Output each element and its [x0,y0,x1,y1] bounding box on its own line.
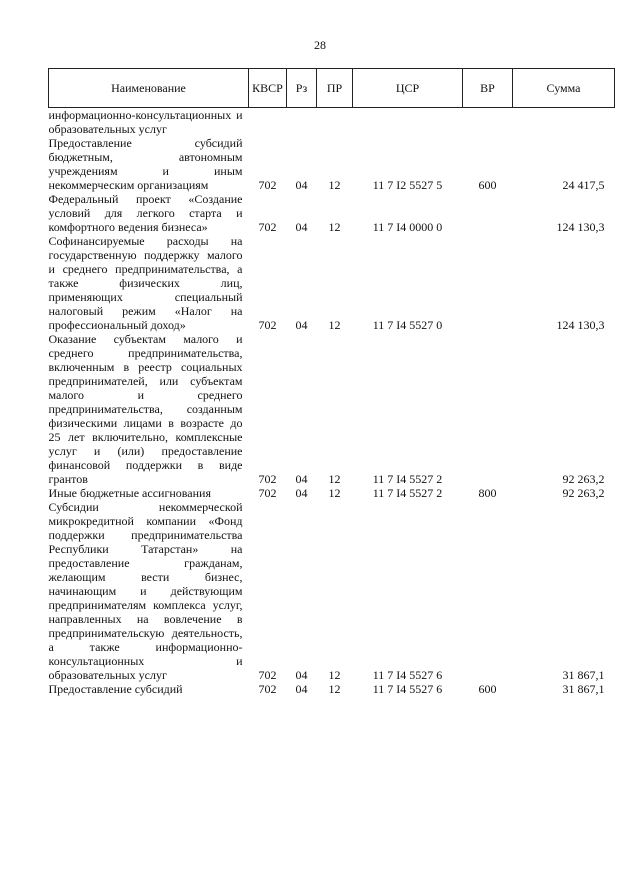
row-sum: 92 263,2 [562,472,605,486]
header-sum: Сумма [513,69,615,108]
row-rz: 04 [295,682,308,696]
row-name: Оказание субъектам малого и среднего предпринимательства, включенным в реестр социальных предпринимателей, или субъектам малого и среднего предпринимательства, созданным физическими лицами в возрасте до 25 лет включительно, комплексные услуг и (или) предоставление финансовой поддержки в виде грантов [48,332,243,486]
row-csr [353,108,463,137]
table-row [49,108,615,137]
row-kvsr: 702 [258,318,277,332]
row-sum [513,108,615,137]
header-rz: Рз [287,69,317,108]
row-csr: 11 7 I4 5527 6 [372,668,443,682]
row-rz: 04 [295,668,308,682]
table-row [49,332,615,486]
row-pr: 12 [328,668,341,682]
row-name: Предоставление субсидий [48,682,183,696]
header-name: Наименование [49,69,249,108]
row-kvsr [249,108,287,137]
row-pr: 12 [328,472,341,486]
row-csr: 11 7 I4 5527 0 [372,318,443,332]
row-rz: 04 [295,472,308,486]
row-kvsr: 702 [258,486,277,500]
row-name: Федеральный проект «Создание условий для легкого старта и комфортного ведения бизнеса» [48,192,243,234]
row-kvsr: 702 [258,220,277,234]
row-name: информационно-консультационных и образовательных услуг [48,108,243,136]
row-pr: 12 [328,318,341,332]
row-kvsr: 702 [258,668,277,682]
row-pr: 12 [328,220,341,234]
row-sum: 124 130,3 [556,318,605,332]
page-number: 28 [314,38,326,52]
table-row [49,500,615,682]
row-pr: 12 [328,178,341,192]
row-name: Софинансируемые расходы на государственную поддержку малого и среднего предпринимательства, а также физических лиц, применяющих специальный налоговый режим «Налог на профессиональный доход» [48,234,243,332]
row-sum: 92 263,2 [562,486,605,500]
row-rz: 04 [295,178,308,192]
row-kvsr: 702 [258,472,277,486]
table-row [49,192,615,234]
row-kvsr: 702 [258,178,277,192]
header-vr: ВР [463,69,513,108]
row-sum: 124 130,3 [556,220,605,234]
header-csr: ЦСР [353,69,463,108]
row-rz: 04 [295,486,308,500]
row-pr: 12 [328,682,341,696]
row-vr: 600 [478,178,497,192]
row-vr [463,332,513,486]
header-kvsr: КВСР [249,69,287,108]
header-pr: ПР [317,69,353,108]
row-sum: 31 867,1 [562,682,605,696]
row-rz: 04 [295,220,308,234]
row-csr: 11 7 I4 5527 6 [372,682,443,696]
row-rz [287,108,317,137]
table-row [49,136,615,192]
row-pr: 12 [328,486,341,500]
row-vr [463,108,513,137]
row-csr: 11 7 I4 5527 2 [372,486,443,500]
row-name: Предоставление субсидий бюджетным, автономным учреждениям и иным некоммерческим организациям [48,136,243,192]
row-name: Субсидии некоммерческой микрокредитной компании «Фонд поддержки предпринимательства Республики Татарстан» на предоставление гражданам, желающим вести бизнес, начинающим и действующим предпринимателям комплекса услуг, направленных на вовлечение в предпринимательскую деятельность, а также информационно-консультационных и образовательных услуг [48,500,243,682]
row-name: Иные бюджетные ассигнования [48,486,211,500]
row-csr: 11 7 I4 0000 0 [372,220,443,234]
row-kvsr: 702 [258,682,277,696]
row-vr [463,500,513,682]
row-vr [463,192,513,234]
table-row [49,486,615,500]
row-vr: 600 [478,682,497,696]
row-csr: 11 7 I4 5527 2 [372,472,443,486]
row-sum: 24 417,5 [562,178,605,192]
row-pr [317,108,353,137]
table-row [49,682,615,696]
row-rz: 04 [295,318,308,332]
budget-table [48,68,615,696]
row-vr: 800 [478,486,497,500]
row-csr: 11 7 I2 5527 5 [372,178,443,192]
table-header-row [49,69,615,108]
row-vr [463,234,513,332]
row-sum: 31 867,1 [562,668,605,682]
table-row [49,234,615,332]
